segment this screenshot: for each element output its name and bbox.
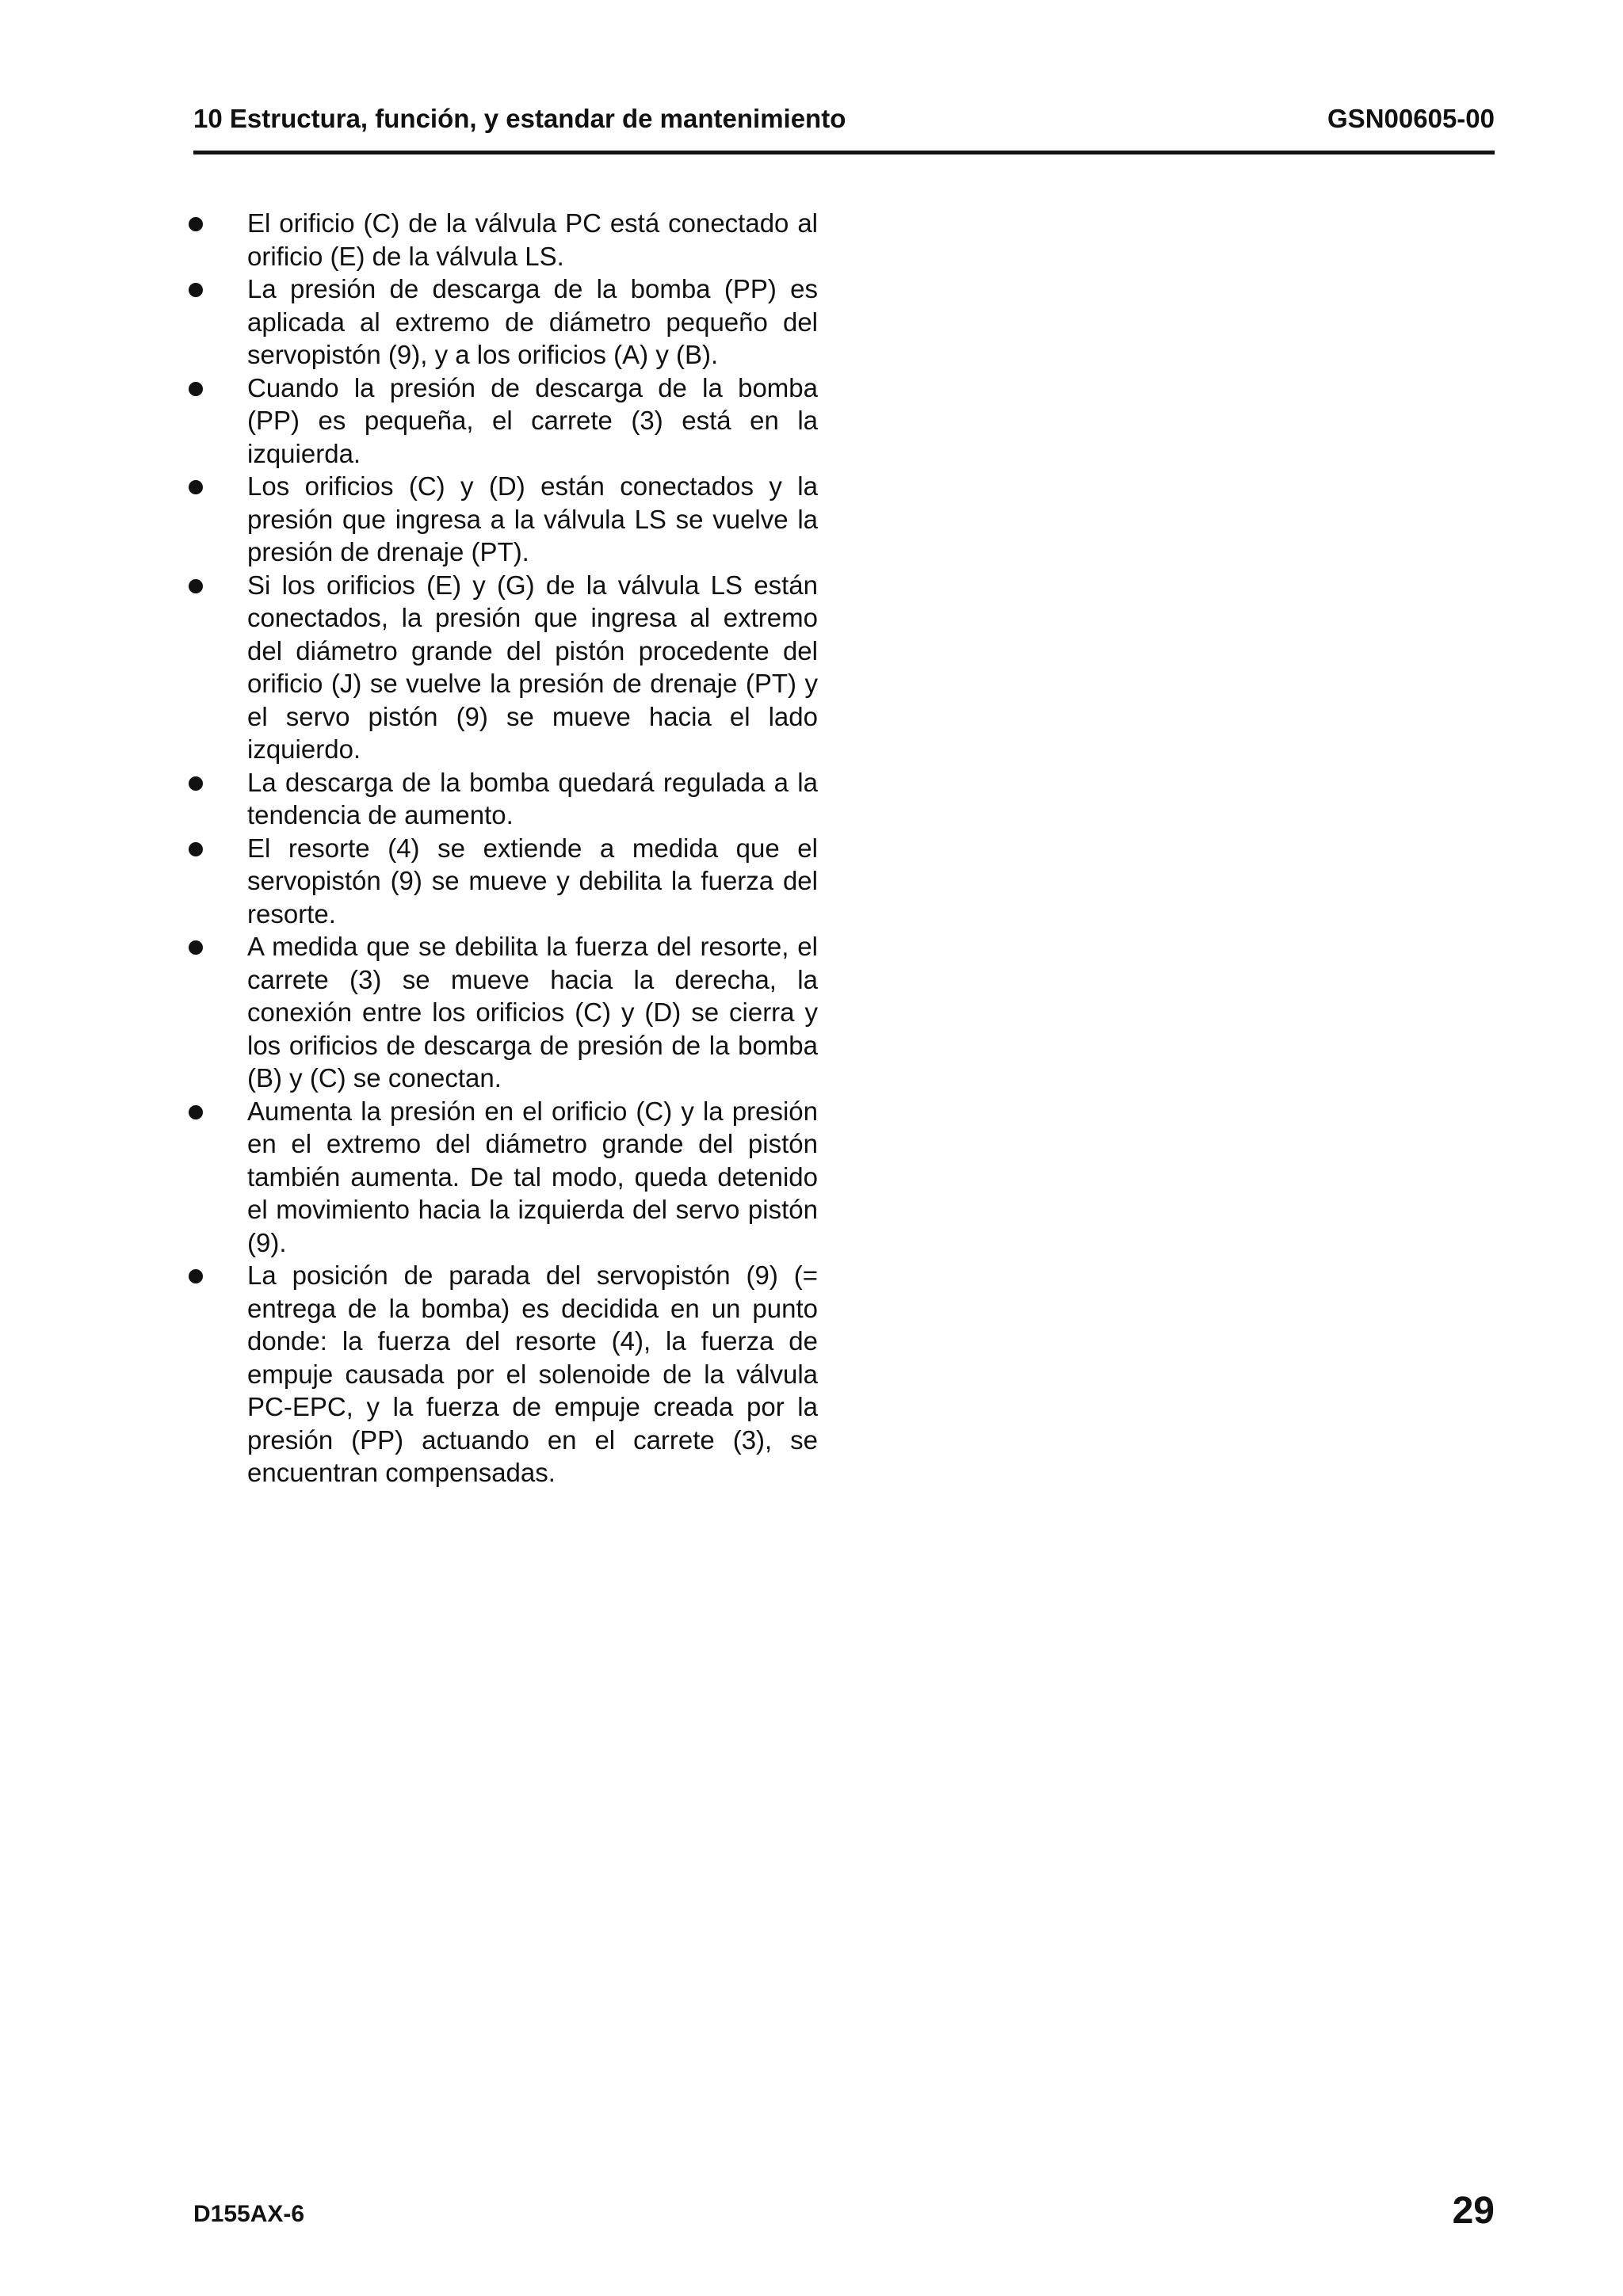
list-item [184,1095,818,1260]
page-number: 29 [1452,2190,1495,2232]
list-item-text: A medida que se debilita la fuerza del resorte, el carrete (3) se mueve hacia la derecha, la conexión entre los orificios (C) y (D) se cierra y los orificios de descarga de presión de la bomba (B) y (C) se conectan. [247,932,818,1093]
list-item-text: Aumenta la presión en el orificio (C) y la presión en el extremo del diámetro grande del pistón también aumenta. De tal modo, queda detenido el movimiento hacia la izquierda del servo pistón (9). [247,1096,818,1257]
page-footer [193,2185,1495,2233]
page-header [193,100,1495,138]
list-item [184,273,818,372]
bullet-icon [189,1105,203,1119]
document-code: GSN00605-00 [1327,104,1495,133]
list-item-text: Los orificios (C) y (D) están conectados y la presión que ingresa a la válvula LS se vuelve la presión de drenaje (PT). [247,471,818,566]
bullet-icon [189,283,203,297]
bullet-list [184,207,818,1489]
section-title: 10 Estructura, función, y estandar de mantenimiento [193,104,846,133]
model-code: D155AX-6 [193,2201,305,2227]
list-item [184,1259,818,1489]
list-item-text: El resorte (4) se extiende a medida que el servopistón (9) se mueve y debilita la fuerza del resorte. [247,833,818,929]
list-item [184,766,818,832]
bullet-icon [189,776,203,791]
list-item-text: La presión de descarga de la bomba (PP) es aplicada al extremo de diámetro pequeño del servopistón (9), y a los orificios (A) y (B). [247,274,818,369]
bullet-icon [189,579,203,593]
list-item-text: Cuando la presión de descarga de la bomba (PP) es pequeña, el carrete (3) está en la izquierda. [247,372,818,468]
bullet-icon [189,217,203,231]
bullet-icon [189,940,203,955]
bullet-icon [189,480,203,494]
list-item [184,569,818,766]
list-item [184,930,818,1095]
header-divider [193,151,1495,154]
bullet-icon [189,1269,203,1283]
list-item-text: La descarga de la bomba quedará regulada a la tendencia de aumento. [247,767,818,830]
list-item [184,832,818,931]
bullet-icon [189,842,203,856]
list-item-text: La posición de parada del servopistón (9) (= entrega de la bomba) es decidida en un punto donde: la fuerza del resorte (4), la fuerza de empuje causada por el solenoide de la válvula PC-EPC, y la fuerza de empuje creada por la presión (PP) actuando en el carrete (3), se encuentran compensadas. [247,1261,818,1487]
list-item-text: Si los orificios (E) y (G) de la válvula LS están conectados, la presión que ingresa al extremo del diámetro grande del pistón procedente del orificio (J) se vuelve la presión de drenaje (PT) y el servo pistón (9) se mueve hacia el lado izquierdo. [247,570,818,764]
list-item [184,470,818,569]
list-item-text: El orificio (C) de la válvula PC está conectado al orificio (E) de la válvula LS. [247,208,818,271]
list-item [184,207,818,273]
bullet-icon [189,382,203,396]
list-item [184,372,818,471]
